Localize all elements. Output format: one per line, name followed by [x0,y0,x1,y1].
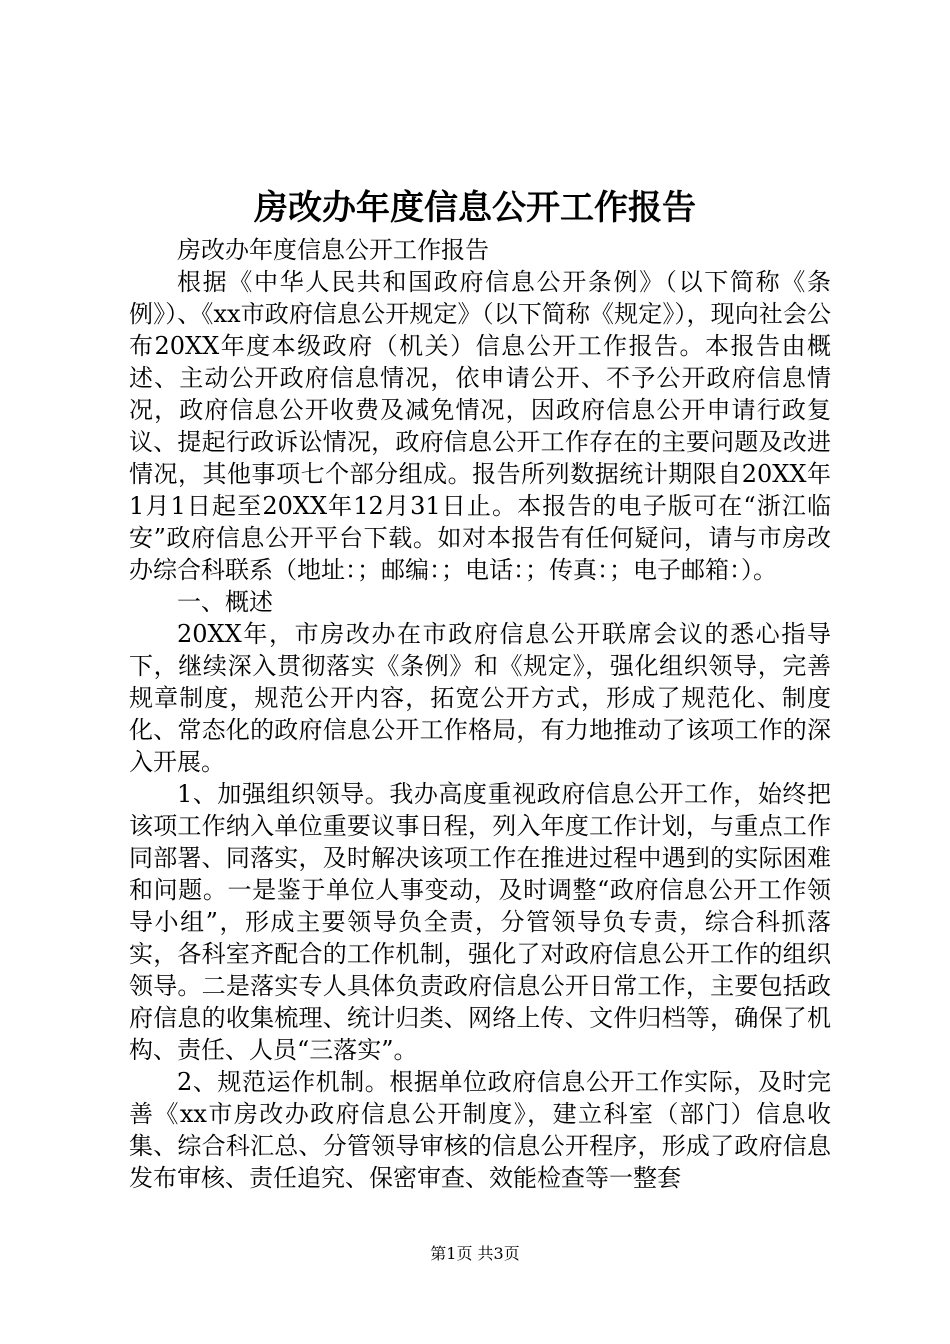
section-heading-overview: 一、概述 [177,588,273,616]
paragraph-item-2: 2、规范运作机制。根据单位政府信息公开工作实际，及时完善《xx市房改办政府信息公开制度》，建立科室（部门）信息收集、综合科汇总、分管领导审核的信息公开程序，形成了政府信息发布审核、责任追究、保密审查、效能检查等一整套 [129,1068,831,1192]
paragraph-subtitle: 房改办年度信息公开工作报告 [177,236,489,264]
paragraph-intro: 根据《中华人民共和国政府信息公开条例》（以下简称《条例》）、《xx市政府信息公开规定》（以下简称《规定》），现向社会公布20XX年度本级政府（机关）信息公开工作报告。本报告由概述、主动公开政府信息情况，依申请公开、不予公开政府信息情况，政府信息公开收费及减免情况，因政府信息公开申请行政复议、提起行政诉讼情况，政府信息公开工作存在的主要问题及改进情况，其他事项七个部分组成。报告所列数据统计期限自20XX年1月1日起至20XX年12月31日止。本报告的电子版可在“浙江临安”政府信息公开平台下载。如对本报告有任何疑问，请与市房改办综合科联系（地址：；邮编：；电话：；传真：；电子邮箱：）。 [129,268,831,584]
page-number-footer: 第1页 共3页 [430,1244,520,1263]
document-body [129,234,831,1194]
paragraph-overview: 20XX年，市房改办在市政府信息公开联席会议的悉心指导下，继续深入贯彻落实《条例》和《规定》，强化组织领导，完善规章制度，规范公开内容，拓宽公开方式，形成了规范化、制度化、常态化的政府信息公开工作格局，有力地推动了该项工作的深入开展。 [129,620,831,776]
paragraph-item-1: 1、加强组织领导。我办高度重视政府信息公开工作，始终把该项工作纳入单位重要议事日程，列入年度工作计划，与重点工作同部署、同落实，及时解决该项工作在推进过程中遇到的实际困难和问题。一是鉴于单位人事变动，及时调整“政府信息公开工作领导小组”，形成主要领导负全责，分管领导负专责，综合科抓落实，各科室齐配合的工作机制，强化了对政府信息公开工作的组织领导。二是落实专人具体负责政府信息公开日常工作，主要包括政府信息的收集梳理、统计归类、网络上传、文件归档等，确保了机构、责任、人员“三落实”。 [129,780,831,1064]
document-title: 房改办年度信息公开工作报告 [254,188,696,228]
